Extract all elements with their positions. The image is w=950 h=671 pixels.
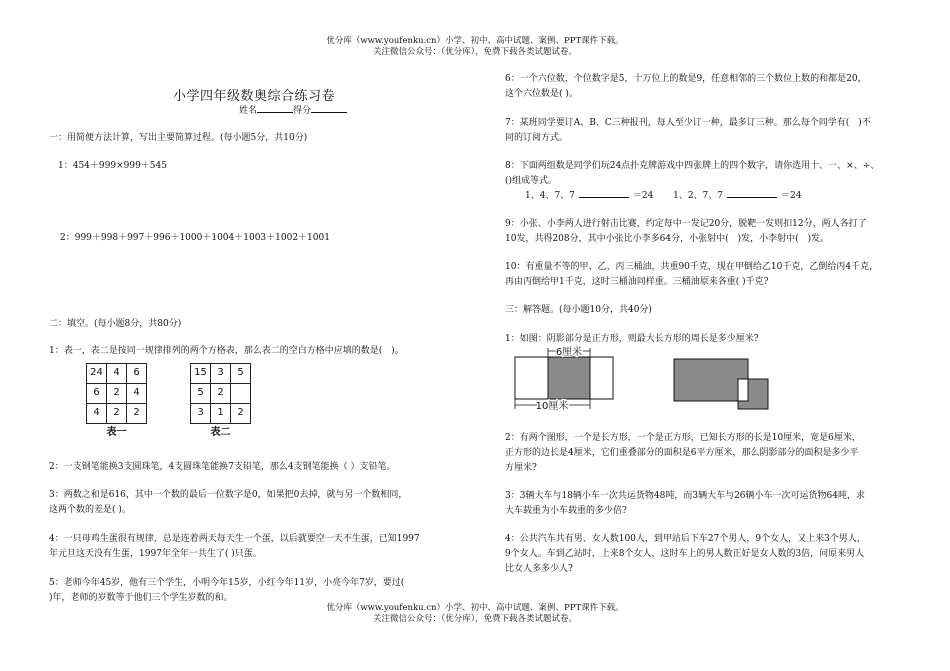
t1-cell: 4 [87, 404, 107, 424]
table-2 [190, 363, 251, 441]
q8-group-2: 1、2、7、7 [673, 191, 724, 201]
s3-question-2-line-1: 2：有两个图形，一个是长方形，一个是正方形，已知长方形的长是10厘米，宽是6厘米， [505, 433, 861, 443]
s2-question-9-line-2: 10发，共得208分，其中小张比小李多64分，小张射中( )发，小李射中( )发。 [505, 234, 830, 244]
t1-cell: 24 [87, 364, 107, 384]
t2-cell: 5 [231, 364, 251, 384]
figure-1 [505, 343, 805, 413]
s2-question-3-line-2: 这两个数的差是( )。 [49, 505, 131, 515]
q8-group-1: 1、4、7、7 [525, 191, 575, 201]
left-column [49, 0, 459, 671]
s2-question-5-line-1: 5：老师今年45岁，他有三个学生，小明今年15岁，小红今年11岁，小亮今年7岁，要过( [49, 578, 405, 588]
s3-question-4-line-1: 4：公共汽车共有男、女人数100人，到甲站后下车27个男人，9个女人，又上来3个男人， [505, 534, 866, 544]
s2-question-8-line-1: 8：下面两组数是同学们玩24点扑克牌游戏中四张牌上的四个数字，请你选用十、一、×、÷、 [505, 161, 880, 171]
s3-question-3-line-1: 3：3辆大车与18辆小车一次共运货物48吨，而3辆大车与26辆小车一次可运货物64吨，求 [505, 491, 865, 501]
q8-eq-2: ＝24 [781, 191, 802, 201]
table-2-caption: 表二 [210, 427, 231, 438]
s2-question-2: 2：一支钢笔能换3支圆珠笔，4支圆珠笔能换7支铅笔，那么4支钢笔能换（ ）支铅笔。 [49, 462, 396, 472]
s3-question-2-line-3: 方厘米? [505, 463, 537, 473]
footer-line-2: 关注微信公众号：（优分库），免费下载各类试题试卷。 [372, 613, 577, 624]
s2-question-8-equations [525, 189, 905, 203]
s2-question-10-line-2: 再由丙倒给甲1千克，这时三桶油同样重。三桶油原来各重( )千克? [505, 277, 769, 287]
s3-question-4-line-2: 9个女人。车到乙站时，上来8个女人，这时车上的男人数正好是女人数的3倍，问原来男人 [505, 549, 865, 559]
t2-cell: 3 [211, 364, 231, 384]
s2-question-9-line-1: 9：小张、小李两人进行射击比赛，约定每中一发记20分，脱靶一发则扣12分，两人各打了 [505, 219, 867, 229]
t1-cell: 6 [127, 364, 147, 384]
t2-cell: 3 [191, 404, 211, 424]
t2-cell: 2 [211, 384, 231, 404]
s2-question-6-line-2: 这个六位数是( )。 [505, 89, 578, 99]
name-label: 姓名 [239, 106, 258, 116]
s3-question-1: 1：如图：阴影部分是正方形，则最大长方形的周长是多少厘米? [505, 334, 759, 344]
t1-cell: 2 [107, 384, 127, 404]
s2-question-4-line-1: 4：一只母鸡生蛋很有规律，总是连着两天每天生一个蛋，以后就要空一天不生蛋，已知1997 [49, 534, 420, 544]
table-1 [86, 363, 147, 441]
fig2-rectangle [674, 359, 748, 401]
right-column [505, 0, 905, 671]
s2-question-7-line-1: 7：某班同学要订A、B、C三种报刊，每人至少订一种，最多订三种。那么每个同学有( )不 [505, 118, 871, 128]
fig2-overlap [738, 379, 748, 401]
t2-cell: 2 [231, 404, 251, 424]
section2-heading: 二：填空。(每小题8分，共80分) [49, 319, 182, 329]
s2-question-7-line-2: 同的订阅方式。 [505, 133, 569, 143]
s2-question-5-line-2: )年，老师的岁数等于他们三个学生岁数的和。 [49, 593, 233, 603]
q8-eq-1: ＝24 [632, 191, 654, 201]
table-1-caption: 表一 [106, 427, 127, 438]
s2-question-6-line-1: 6：一个六位数，个位数字是5，十万位上的数是9，任意相邻的三个数位上数的和都是20， [505, 74, 867, 84]
page-footer [0, 603, 950, 624]
s1-question-2: 2：999＋998＋997＋996＋1000＋1004＋1003＋1002＋1001 [60, 233, 330, 243]
fig1-label-bottom: 10厘米 [535, 401, 569, 412]
t1-cell: 2 [127, 404, 147, 424]
s3-question-2-line-2: 正方形的边长是4厘米，它们重叠部分的面积是6平方厘米，那么阴影部分的面积是多少平 [505, 448, 859, 458]
header-line-2: 关注微信公众号：（优分库），免费下载各类试题试卷。 [372, 46, 577, 57]
t2-blank-cell[interactable] [231, 384, 251, 404]
t2-cell: 15 [191, 364, 211, 384]
score-field[interactable] [311, 104, 347, 113]
s1-question-1: 1：454＋999×999＋545 [58, 161, 167, 171]
s2-question-10-line-1: 10：有重量不等的甲、乙、丙三桶油，共重90千克，现在甲倒给乙10千克，乙倒给丙4千克， [505, 262, 879, 272]
s3-question-4-line-3: 比女人多多少人? [505, 564, 573, 574]
name-score-line [239, 104, 459, 118]
q8-answer-2[interactable] [727, 189, 777, 198]
header-line-1: 优分库（www.youfenku.cn）小学、初中、高中试题、案例、PPT课件下载。 [326, 36, 624, 46]
s3-question-3-line-2: 大车载重为小车载重的多少倍? [505, 506, 627, 516]
q8-answer-1[interactable] [579, 189, 629, 198]
s2-question-8-line-2: ()组成等式。 [505, 176, 558, 186]
footer-line-1: 优分库（www.youfenku.cn）小学、初中、高中试题、案例、PPT课件下载。 [326, 603, 624, 613]
score-label: 得分 [293, 106, 312, 116]
exam-title: 小学四年级数奥综合练习卷 [172, 89, 335, 104]
s2-question-3-line-1: 3：两数之和是616，其中一个数的最后一位数字是0，如果把0去掉，就与另一个数相同， [49, 490, 408, 500]
t1-cell: 4 [127, 384, 147, 404]
s2-question-1: 1：表一，表二是按同一规律排列的两个方格表，那么表二的空白方格中应填的数是( )。 [49, 346, 404, 356]
t2-cell: 1 [211, 404, 231, 424]
t1-cell: 6 [87, 384, 107, 404]
fig1-label-top: 6厘米 [555, 347, 583, 358]
t1-cell: 2 [107, 404, 127, 424]
t2-cell: 5 [191, 384, 211, 404]
s2-question-4-line-2: 年元旦这天没有生蛋，1997年全年一共生了( )只蛋。 [49, 549, 262, 559]
section3-heading: 三：解答题。(每小题10分，共40分) [505, 305, 652, 315]
fig1-shaded-square [548, 357, 590, 399]
section1-heading: 一：用简便方法计算，写出主要简算过程。(每小题5分，共10分) [49, 133, 308, 143]
name-field[interactable] [257, 104, 293, 113]
t1-cell: 4 [107, 364, 127, 384]
